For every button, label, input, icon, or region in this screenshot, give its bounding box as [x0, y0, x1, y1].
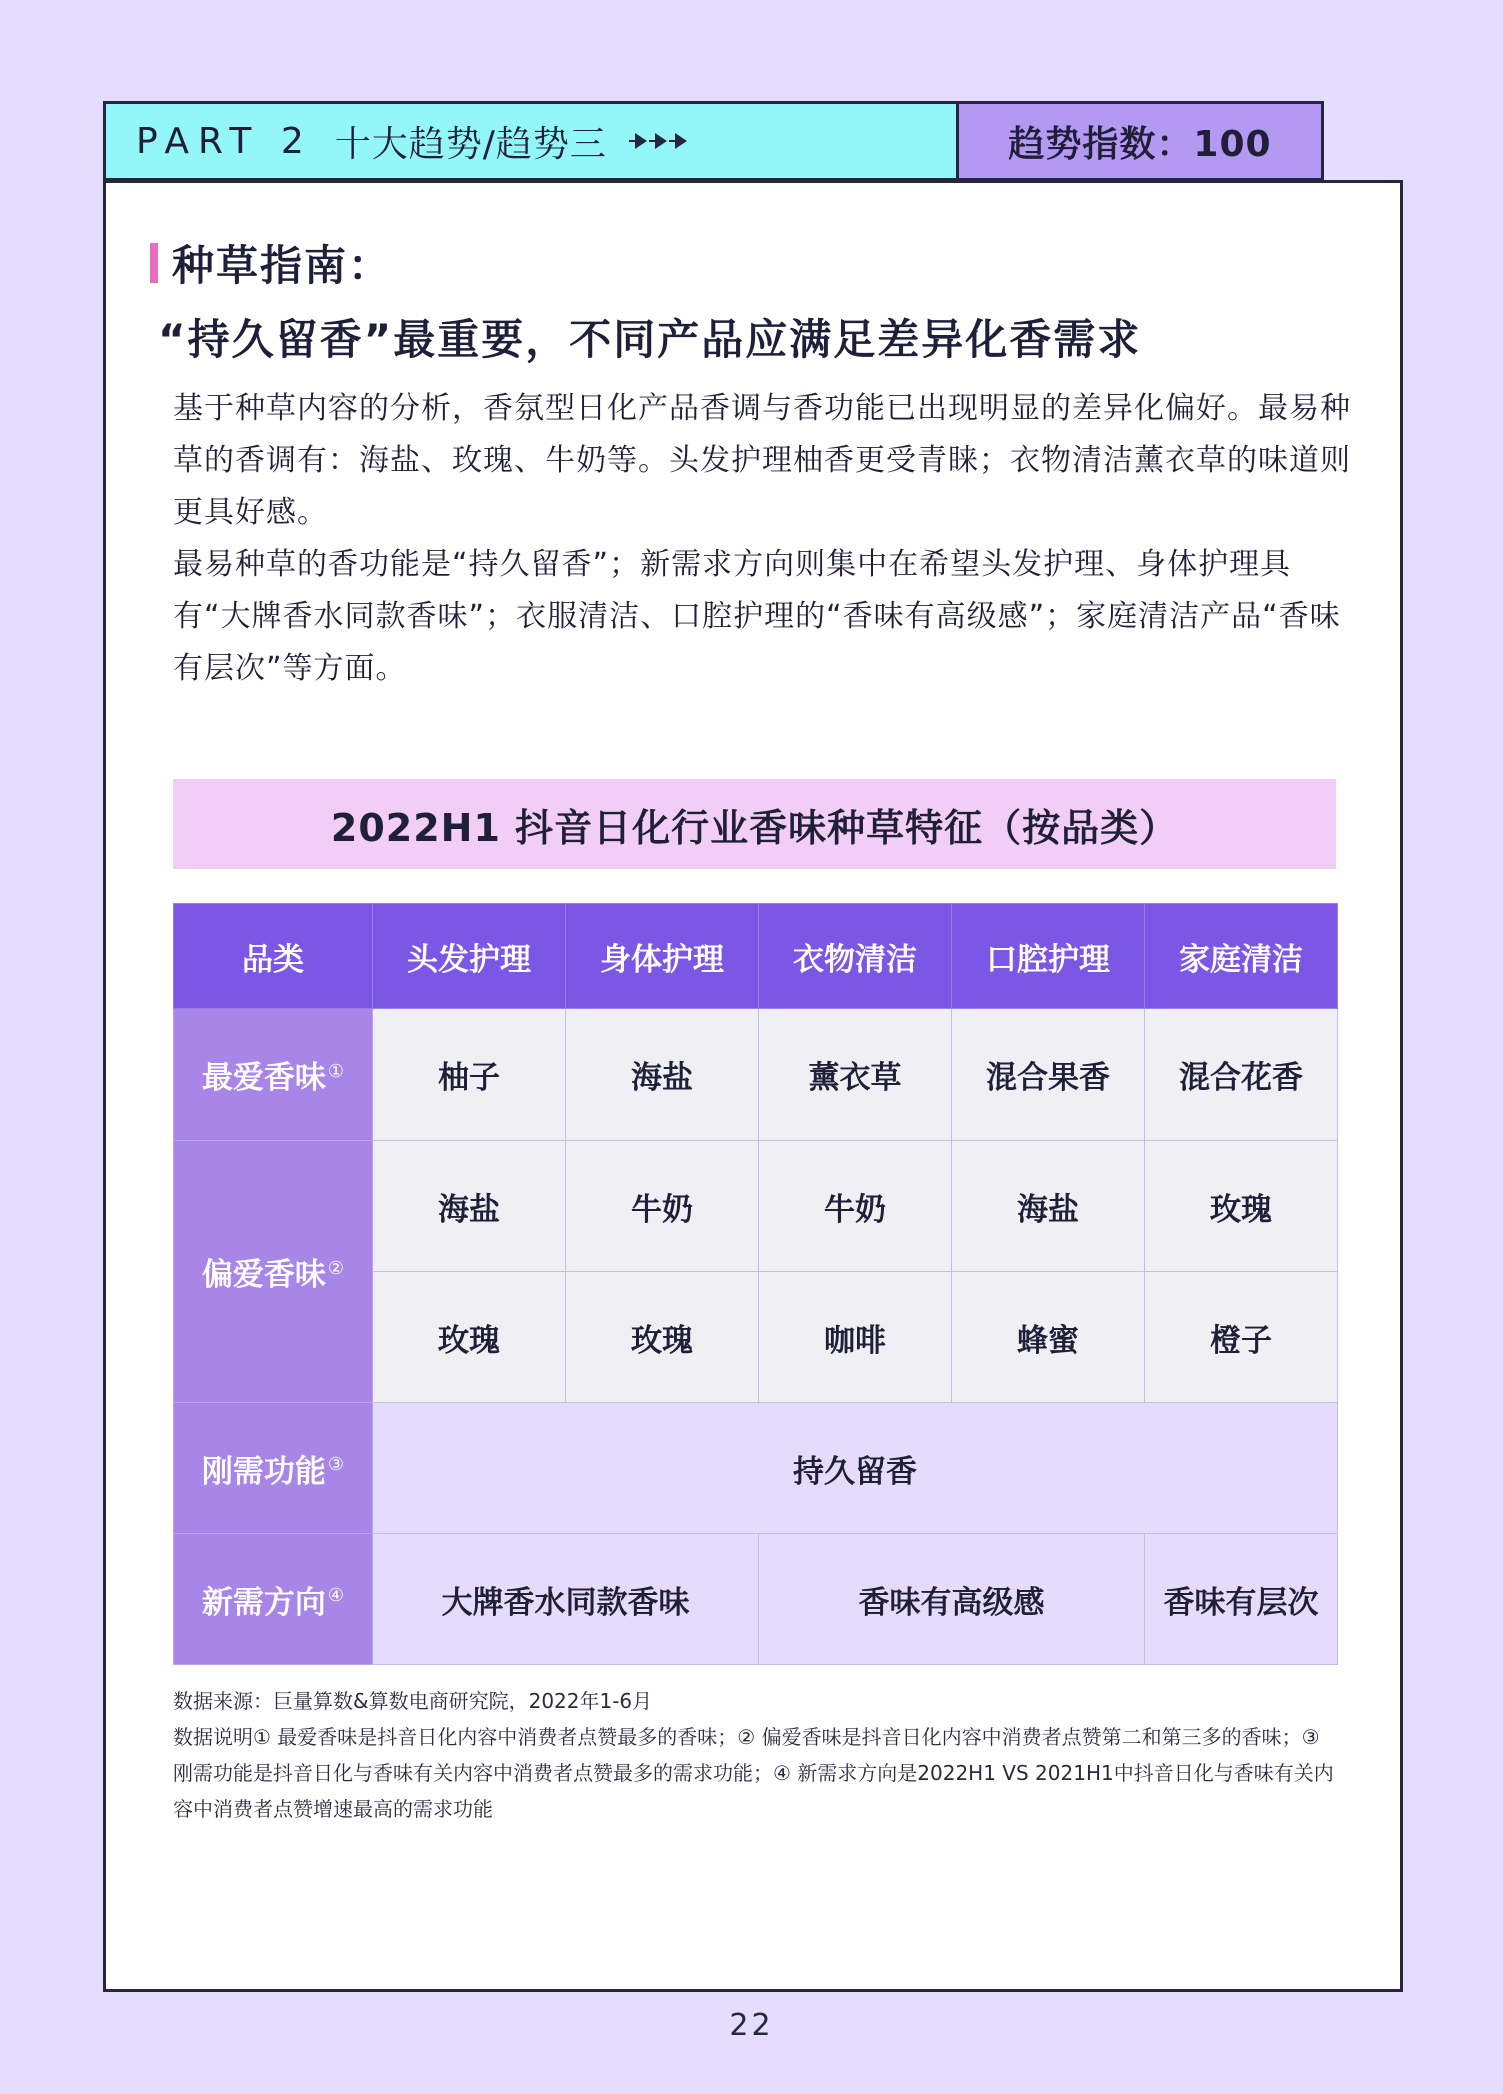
column-header: 身体护理	[566, 904, 759, 1009]
footnote-marker: ②	[327, 1257, 345, 1279]
title-accent-bar	[150, 243, 158, 283]
column-header: 衣物清洁	[759, 904, 952, 1009]
table-cell: 香味有层次	[1145, 1534, 1338, 1665]
section-title-line1: 种草指南：	[172, 241, 393, 290]
data-explanation: 数据说明① 最爱香味是抖音日化内容中消费者点赞最多的香味；② 偏爱香味是抖音日化内容中消费者点赞第二和第三多的香味；③ 刚需功能是抖音日化与香味有关内容中消费者点赞最多的需求功能；④ 新需求方向是2022H1 VS 2021H1中抖音日化与香味有关内容中消费者点赞增速最高的需求功能	[173, 1725, 1334, 1821]
arrows-group	[629, 129, 687, 153]
play-arrow-icon	[649, 129, 667, 153]
column-header: 口腔护理	[952, 904, 1145, 1009]
section-title-line2: “持久留香”最重要，不同产品应满足差异化香需求	[158, 315, 1142, 364]
table-row	[174, 1403, 1338, 1534]
page-number: 22	[729, 2008, 774, 2043]
table-row	[174, 1009, 1338, 1141]
table-cell: 混合果香	[952, 1009, 1145, 1141]
table-cell: 玫瑰	[1145, 1141, 1338, 1272]
table-cell: 香味有高级感	[759, 1534, 1145, 1665]
table-cell: 大牌香水同款香味	[373, 1534, 759, 1665]
column-header: 头发护理	[373, 904, 566, 1009]
table-cell: 海盐	[566, 1009, 759, 1141]
header-bar	[103, 101, 1324, 181]
table-cell: 蜂蜜	[952, 1272, 1145, 1403]
table-cell: 玫瑰	[373, 1272, 566, 1403]
row-label: 刚需功能	[201, 1453, 326, 1490]
paragraph: 基于种草内容的分析，香氛型日化产品香调与香功能已出现明显的差异化偏好。最易种草的香调有：海盐、玫瑰、牛奶等。头发护理柚香更受青睐；衣物清洁薰衣草的味道则更具好感。	[173, 391, 1351, 530]
table-cell: 牛奶	[759, 1141, 952, 1272]
row-label: 新需方向	[201, 1584, 326, 1621]
table-cell: 混合花香	[1145, 1009, 1338, 1141]
table-header-row	[174, 904, 1338, 1009]
table-row	[174, 1534, 1338, 1665]
paragraph: 最易种草的香功能是“持久留香”；新需求方向则集中在希望头发护理、身体护理具有“大牌香水同款香味”；衣服清洁、口腔护理的“香味有高级感”；家庭清洁产品“香味有层次”等方面。	[173, 547, 1341, 686]
part-label: PART 2	[136, 120, 313, 162]
table-cell: 牛奶	[566, 1141, 759, 1272]
footnote-marker: ①	[327, 1060, 345, 1082]
table-cell: 持久留香	[373, 1403, 1338, 1534]
column-header: 家庭清洁	[1145, 904, 1338, 1009]
part-title: 十大趋势/趋势三	[334, 123, 607, 165]
footnote-marker: ③	[327, 1454, 345, 1476]
body-text	[173, 383, 1353, 695]
table-cell: 薰衣草	[759, 1009, 952, 1141]
column-header: 品类	[174, 904, 373, 1009]
row-label: 偏爱香味	[201, 1257, 326, 1293]
footnotes	[173, 1683, 1343, 1827]
table-row	[174, 1141, 1338, 1272]
row-header	[174, 1141, 373, 1403]
row-label: 最爱香味	[201, 1060, 326, 1096]
play-arrow-icon	[629, 129, 647, 153]
scent-table	[173, 903, 1338, 1665]
row-header	[174, 1534, 373, 1665]
footnote-marker: ④	[327, 1585, 345, 1607]
table-cell: 玫瑰	[566, 1272, 759, 1403]
content-panel	[103, 180, 1403, 1992]
row-header	[174, 1403, 373, 1534]
trend-index-box	[959, 104, 1321, 178]
table-title-box	[173, 779, 1336, 869]
table-cell: 橙子	[1145, 1272, 1338, 1403]
table-cell: 柚子	[373, 1009, 566, 1141]
table-cell: 海盐	[373, 1141, 566, 1272]
row-header	[174, 1009, 373, 1141]
section-title	[150, 233, 1141, 367]
table-cell: 咖啡	[759, 1272, 952, 1403]
data-source: 数据来源：巨量算数&算数电商研究院，2022年1-6月	[173, 1689, 653, 1713]
table-title: 2022H1 抖音日化行业香味种草特征（按品类）	[330, 805, 1179, 850]
header-part-section	[106, 104, 959, 178]
table-cell: 海盐	[952, 1141, 1145, 1272]
play-arrow-icon	[669, 129, 687, 153]
trend-index: 趋势指数：100	[1008, 123, 1272, 165]
